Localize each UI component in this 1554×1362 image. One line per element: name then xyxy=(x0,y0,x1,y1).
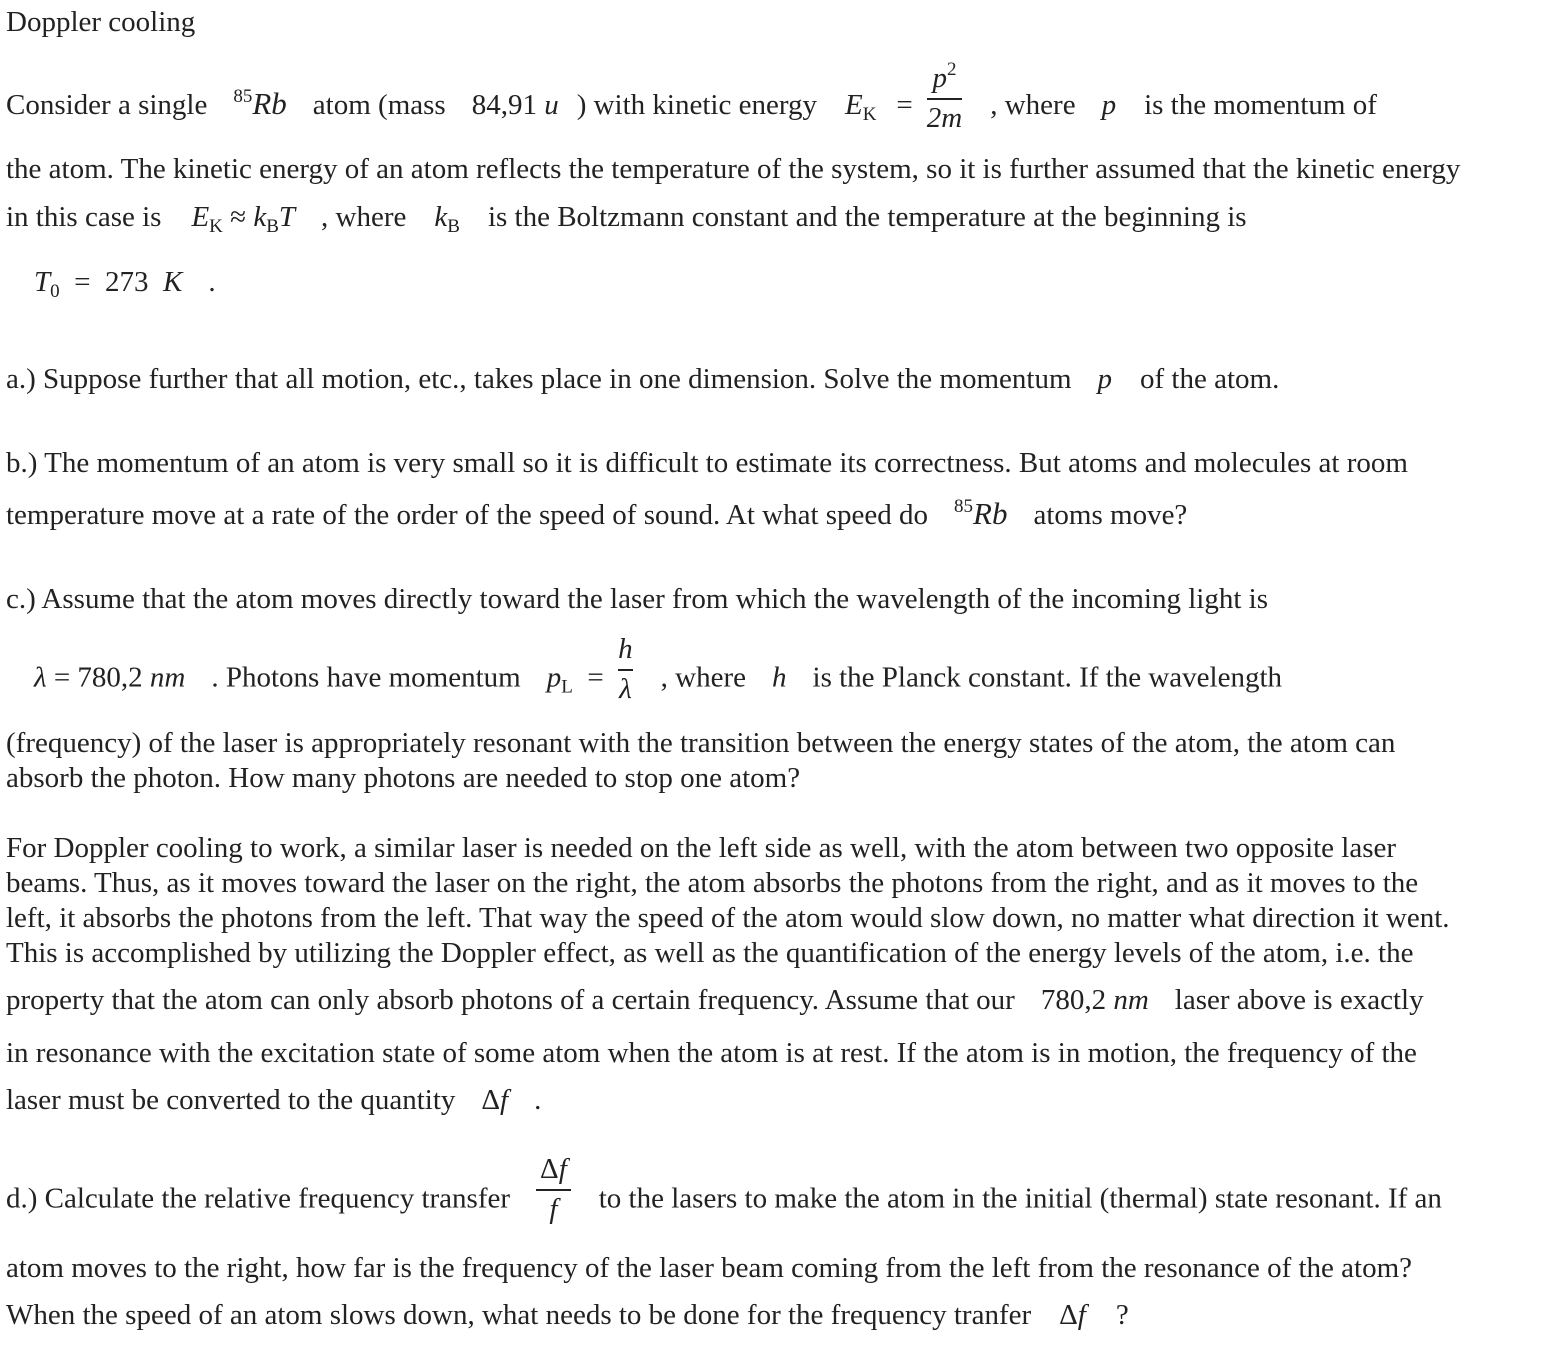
doppler-paragraph-line-6: in resonance with the excitation state of some atom when the atom is at rest. If the atom is in motion, the frequency of the xyxy=(6,1037,1417,1069)
question-b-text: atoms move? xyxy=(1033,499,1188,531)
page-title: Doppler cooling xyxy=(6,6,196,38)
fraction-bar xyxy=(536,1189,571,1191)
question-d-text: When the speed of an atom slows down, what needs to be done for the frequency tranfer xyxy=(6,1299,1032,1331)
question-c-line-3: (frequency) of the laser is appropriately resonant with the transition between the energy states of the atom, the atom can xyxy=(6,727,1396,759)
kinetic-energy-symbol: E xyxy=(844,89,863,122)
doppler-text: property that the atom can only absorb photons of a certain frequency. Assume that our xyxy=(6,984,1015,1016)
kinetic-energy-fraction xyxy=(927,60,962,135)
atom-mass-value: 84,91 xyxy=(471,89,537,122)
kinetic-energy-subscript: K xyxy=(209,216,223,237)
frequency-symbol: f xyxy=(500,1084,509,1116)
question-c-line-4: absorb the photon. How many photons are needed to stop one atom? xyxy=(6,762,801,794)
initial-temperature: $T_0 = 273$ K . xyxy=(34,266,216,302)
wavelength-value: 780,2 xyxy=(1040,984,1107,1016)
question-b-line-1: b.) The momentum of an atom is very small so it is difficult to estimate its correctness. But atoms and molecules at room xyxy=(6,447,1408,479)
question-d-line-1 xyxy=(6,1153,1442,1226)
boltzmann-symbol: k xyxy=(434,201,448,233)
fraction-bar xyxy=(618,669,633,671)
intro-text: is the momentum of xyxy=(1144,89,1377,122)
doppler-paragraph-line-5 xyxy=(6,986,1424,1015)
question-d-line-2: atom moves to the right, how far is the frequency of the laser beam coming from the left from the resonance of the atom? xyxy=(6,1252,1413,1284)
doppler-paragraph-line-4: This is accomplished by utilizing the Doppler effect, as well as the quantification of the energy levels of the atom, i.e. the xyxy=(6,937,1414,969)
wavelength-symbol: λ xyxy=(34,661,47,694)
question-c-line-2: λ = 780,2 nm . Photons have momentum $p_L$ = $\frac{h}{\lambda}$ , where h is the Planck constant. If the wavelength xyxy=(34,633,1283,705)
temperature-symbol: T xyxy=(278,201,296,233)
fraction-denominator: 2m xyxy=(926,101,963,134)
intro-text: atom (mass xyxy=(312,89,446,122)
doppler-paragraph-line-3: left, it absorbs the photons from the left. That way the speed of the atom would slow down, no matter what direction it went. xyxy=(6,902,1450,934)
doppler-paragraph-line-2: beams. Thus, as it moves toward the laser on the right, the atom absorbs the photons from the right, and as it moves to the xyxy=(6,867,1419,899)
question-c-line-1: c.) Assume that the atom moves directly toward the laser from which the wavelength of the incoming light is xyxy=(6,583,1268,615)
approx-sign: ≈ xyxy=(230,201,247,233)
relative-frequency-fraction xyxy=(540,1154,567,1226)
fraction-numerator: h xyxy=(618,633,633,665)
momentum-symbol: p xyxy=(1101,89,1117,122)
fraction-denominator: f xyxy=(549,1192,558,1225)
wavelength-unit: nm xyxy=(1113,984,1149,1016)
intro-line-2: the atom. The kinetic energy of an atom reflects the temperature of the system, so it is further assumed that the kinetic energy xyxy=(6,153,1461,185)
wavelength-unit: nm xyxy=(149,661,186,694)
question-d-text: to the lasers to make the atom in the initial (thermal) state resonant. If an xyxy=(598,1182,1442,1215)
fraction-bar xyxy=(927,98,962,100)
question-a-text: a.) Suppose further that all motion, etc., takes place in one dimension. Solve the momentum xyxy=(6,363,1072,395)
question-c-text: , where xyxy=(660,661,747,694)
doppler-paragraph-line-1: For Doppler cooling to work, a similar laser is needed on the left side as well, with the atom between two opposite laser xyxy=(6,832,1397,864)
question-d-text: d.) Calculate the relative frequency transfer xyxy=(6,1182,511,1215)
doppler-text: laser above is exactly xyxy=(1174,984,1424,1016)
question-a xyxy=(6,365,1279,394)
delta-symbol: Δ xyxy=(540,1153,559,1185)
boltzmann-subscript: B xyxy=(447,216,460,237)
intro-text: , where xyxy=(321,201,407,233)
isotope-mass-number: 85 xyxy=(233,86,253,108)
fraction-denominator: λ xyxy=(619,672,632,705)
period: . xyxy=(208,266,216,298)
boltzmann-subscript: B xyxy=(266,216,279,237)
intro-text: Consider a single xyxy=(6,89,208,122)
intro-text: , where xyxy=(990,89,1076,122)
temperature-unit: K xyxy=(163,266,183,298)
rubidium-symbol: Rb xyxy=(252,86,287,122)
temperature-subscript: 0 xyxy=(50,281,60,302)
isotope-mass-number: 85 xyxy=(954,496,974,517)
question-c-text: is the Planck constant. If the wavelength xyxy=(812,661,1283,694)
frequency-symbol: f xyxy=(558,1153,567,1185)
wavelength-value: 780,2 xyxy=(77,661,143,694)
question-mark: ? xyxy=(1115,1299,1129,1331)
question-b-line-2 xyxy=(6,497,1187,530)
question-b-text: temperature move at a rate of the order of the speed of sound. At what speed do xyxy=(6,499,929,531)
fraction-numerator-exponent: 2 xyxy=(947,59,957,80)
intro-line-1 xyxy=(6,59,1377,135)
temperature-value: 273 xyxy=(105,266,149,298)
delta-symbol: Δ xyxy=(1059,1299,1078,1331)
question-a-text: of the atom. xyxy=(1140,363,1280,395)
doppler-text: laser must be converted to the quantity xyxy=(6,1084,456,1116)
intro-text: is the Boltzmann constant and the temperature at the beginning is xyxy=(487,201,1247,233)
period: . xyxy=(534,1084,542,1116)
equals-sign: = xyxy=(896,89,913,122)
photon-momentum-fraction xyxy=(618,634,633,706)
delta-symbol: Δ xyxy=(481,1084,501,1116)
frequency-symbol: f xyxy=(1077,1299,1086,1331)
temperature-symbol: T xyxy=(34,266,51,298)
intro-text: ) with kinetic energy xyxy=(576,89,817,122)
intro-text: in this case is xyxy=(6,201,162,233)
rubidium-symbol: Rb xyxy=(973,496,1008,531)
doppler-paragraph-line-7 xyxy=(6,1086,541,1115)
momentum-symbol: p xyxy=(1097,363,1113,395)
photon-momentum-subscript: L xyxy=(561,676,573,698)
question-d-line-3 xyxy=(6,1301,1129,1330)
photon-momentum-symbol: p xyxy=(546,661,562,694)
intro-line-3 xyxy=(6,203,1247,236)
atom-mass-unit: u xyxy=(544,89,559,122)
fraction-numerator: p xyxy=(932,62,947,94)
boltzmann-symbol: k xyxy=(253,201,267,233)
question-c-text: . Photons have momentum xyxy=(211,661,521,694)
kinetic-energy-symbol: E xyxy=(191,201,210,233)
planck-symbol: h xyxy=(772,661,787,694)
kinetic-energy-subscript: K xyxy=(862,104,877,126)
